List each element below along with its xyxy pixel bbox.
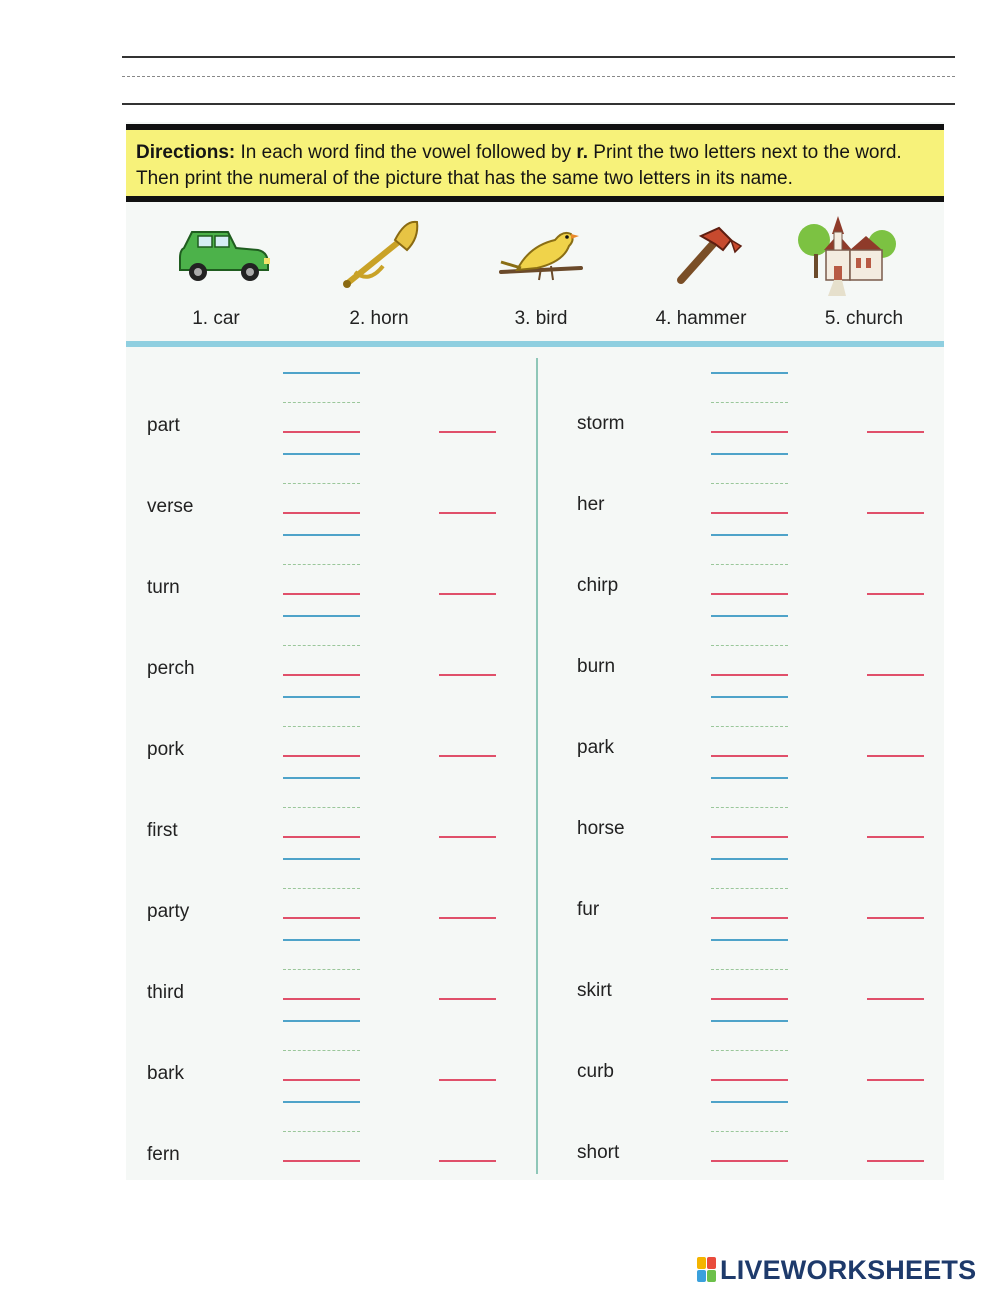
letters-answer-line[interactable] — [711, 593, 788, 595]
word-park: park — [577, 737, 614, 758]
guide-line-bottom — [711, 939, 788, 941]
guide-line-bottom — [283, 1101, 360, 1103]
word-third: third — [147, 982, 184, 1003]
letters-answer-line[interactable] — [283, 998, 360, 1000]
letters-answer-line[interactable] — [711, 431, 788, 433]
word-pork: pork — [147, 739, 184, 760]
letters-answer-line[interactable] — [283, 674, 360, 676]
directions-lead: Directions: — [136, 142, 236, 163]
guide-line-dashed — [283, 402, 360, 403]
guide-line-dashed — [283, 726, 360, 727]
name-line-bottom — [122, 103, 955, 105]
guide-line-dashed — [283, 1131, 360, 1132]
letters-answer-line[interactable] — [711, 1160, 788, 1162]
guide-line-dashed — [283, 564, 360, 565]
guide-line-dashed — [711, 969, 788, 970]
numeral-answer-line[interactable] — [867, 998, 924, 1000]
guide-line-bottom — [711, 696, 788, 698]
guide-line-bottom — [283, 453, 360, 455]
word-burn: burn — [577, 656, 616, 677]
word-short: short — [577, 1142, 620, 1163]
guide-line-dashed — [711, 564, 788, 565]
word-chirp: chirp — [577, 575, 619, 596]
guide-line-dashed — [711, 402, 788, 403]
guide-line-dashed — [283, 1050, 360, 1051]
numeral-answer-line[interactable] — [439, 431, 496, 433]
picture-horn — [309, 210, 449, 340]
guide-line-top — [283, 372, 360, 374]
guide-line-dashed — [711, 807, 788, 808]
brand-logo — [697, 1255, 976, 1285]
column-divider — [536, 358, 538, 1174]
letters-answer-line[interactable] — [283, 836, 360, 838]
word-fern: fern — [147, 1144, 180, 1165]
directions-bold-letter: r. — [576, 142, 589, 163]
numeral-answer-line[interactable] — [867, 512, 924, 514]
word-verse: verse — [147, 496, 194, 517]
section-divider — [126, 341, 944, 347]
picture-label-horn: 2. horn — [349, 308, 409, 329]
picture-label-hammer: 4. hammer — [655, 308, 747, 329]
numeral-answer-line[interactable] — [439, 1079, 496, 1081]
guide-line-bottom — [711, 453, 788, 455]
guide-line-bottom — [283, 858, 360, 860]
picture-key — [126, 210, 944, 340]
brand-name: LIVEWORKSHEETS — [720, 1254, 977, 1285]
numeral-answer-line[interactable] — [439, 998, 496, 1000]
picture-label-bird: 3. bird — [514, 308, 568, 329]
guide-line-dashed — [711, 1050, 788, 1051]
brand-mark-icon — [697, 1257, 717, 1283]
directions-box — [126, 124, 944, 202]
picture-car — [146, 210, 286, 340]
numeral-answer-line[interactable] — [439, 674, 496, 676]
directions-text-2: Print the two letters next to the word. Then print the numeral of the picture that has the same two letters in its name. — [136, 142, 902, 189]
guide-line-dashed — [711, 1131, 788, 1132]
guide-line-dashed — [283, 483, 360, 484]
picture-hammer — [631, 210, 771, 340]
word-perch: perch — [147, 658, 195, 679]
picture-label-church: 5. church — [824, 308, 904, 329]
guide-line-top — [711, 372, 788, 374]
letters-answer-line[interactable] — [711, 917, 788, 919]
numeral-answer-line[interactable] — [439, 593, 496, 595]
word-first: first — [147, 820, 178, 841]
letters-answer-line[interactable] — [283, 1079, 360, 1081]
numeral-answer-line[interactable] — [867, 1079, 924, 1081]
picture-bird — [471, 210, 611, 340]
guide-line-bottom — [283, 1020, 360, 1022]
guide-line-dashed — [711, 726, 788, 727]
directions-text-1: In each word find the vowel followed by — [235, 142, 577, 163]
horn-icon — [309, 210, 449, 300]
guide-line-bottom — [711, 858, 788, 860]
guide-line-bottom — [283, 615, 360, 617]
letters-answer-line[interactable] — [283, 593, 360, 595]
letters-answer-line[interactable] — [711, 512, 788, 514]
numeral-answer-line[interactable] — [439, 512, 496, 514]
name-line-guide — [122, 76, 955, 77]
guide-line-bottom — [711, 534, 788, 536]
guide-line-bottom — [711, 1020, 788, 1022]
church-icon — [794, 210, 934, 300]
hammer-icon — [631, 210, 771, 300]
numeral-answer-line[interactable] — [867, 1160, 924, 1162]
guide-line-bottom — [711, 615, 788, 617]
letters-answer-line[interactable] — [711, 998, 788, 1000]
guide-line-bottom — [283, 939, 360, 941]
word-her: her — [577, 494, 605, 515]
word-storm: storm — [577, 413, 625, 434]
numeral-answer-line[interactable] — [867, 593, 924, 595]
word-skirt: skirt — [577, 980, 612, 1001]
guide-line-dashed — [283, 807, 360, 808]
letters-answer-line[interactable] — [711, 755, 788, 757]
bird-icon — [471, 210, 611, 300]
numeral-answer-line[interactable] — [439, 836, 496, 838]
word-bark: bark — [147, 1063, 184, 1084]
word-curb: curb — [577, 1061, 614, 1082]
letters-answer-line[interactable] — [711, 674, 788, 676]
guide-line-bottom — [711, 777, 788, 779]
numeral-answer-line[interactable] — [867, 917, 924, 919]
guide-line-bottom — [283, 696, 360, 698]
guide-line-bottom — [711, 1101, 788, 1103]
picture-church — [794, 210, 934, 340]
numeral-answer-line[interactable] — [439, 755, 496, 757]
guide-line-dashed — [711, 645, 788, 646]
numeral-answer-line[interactable] — [439, 1160, 496, 1162]
guide-line-bottom — [283, 534, 360, 536]
word-fur: fur — [577, 899, 600, 920]
guide-line-bottom — [283, 777, 360, 779]
letters-answer-line[interactable] — [283, 431, 360, 433]
letters-answer-line[interactable] — [283, 1160, 360, 1162]
letters-answer-line[interactable] — [711, 836, 788, 838]
word-party: party — [147, 901, 190, 922]
guide-line-dashed — [711, 483, 788, 484]
guide-line-dashed — [283, 888, 360, 889]
guide-line-dashed — [283, 969, 360, 970]
word-turn: turn — [147, 577, 180, 598]
numeral-answer-line[interactable] — [439, 917, 496, 919]
letters-answer-line[interactable] — [283, 917, 360, 919]
picture-label-car: 1. car — [192, 308, 240, 329]
letters-answer-line[interactable] — [283, 755, 360, 757]
guide-line-dashed — [711, 888, 788, 889]
word-horse: horse — [577, 818, 625, 839]
numeral-answer-line[interactable] — [867, 674, 924, 676]
letters-answer-line[interactable] — [283, 512, 360, 514]
numeral-answer-line[interactable] — [867, 836, 924, 838]
guide-line-dashed — [283, 645, 360, 646]
numeral-answer-line[interactable] — [867, 755, 924, 757]
car-icon — [146, 210, 286, 300]
word-part: part — [147, 415, 180, 436]
name-line-top — [122, 56, 955, 58]
letters-answer-line[interactable] — [711, 1079, 788, 1081]
numeral-answer-line[interactable] — [867, 431, 924, 433]
